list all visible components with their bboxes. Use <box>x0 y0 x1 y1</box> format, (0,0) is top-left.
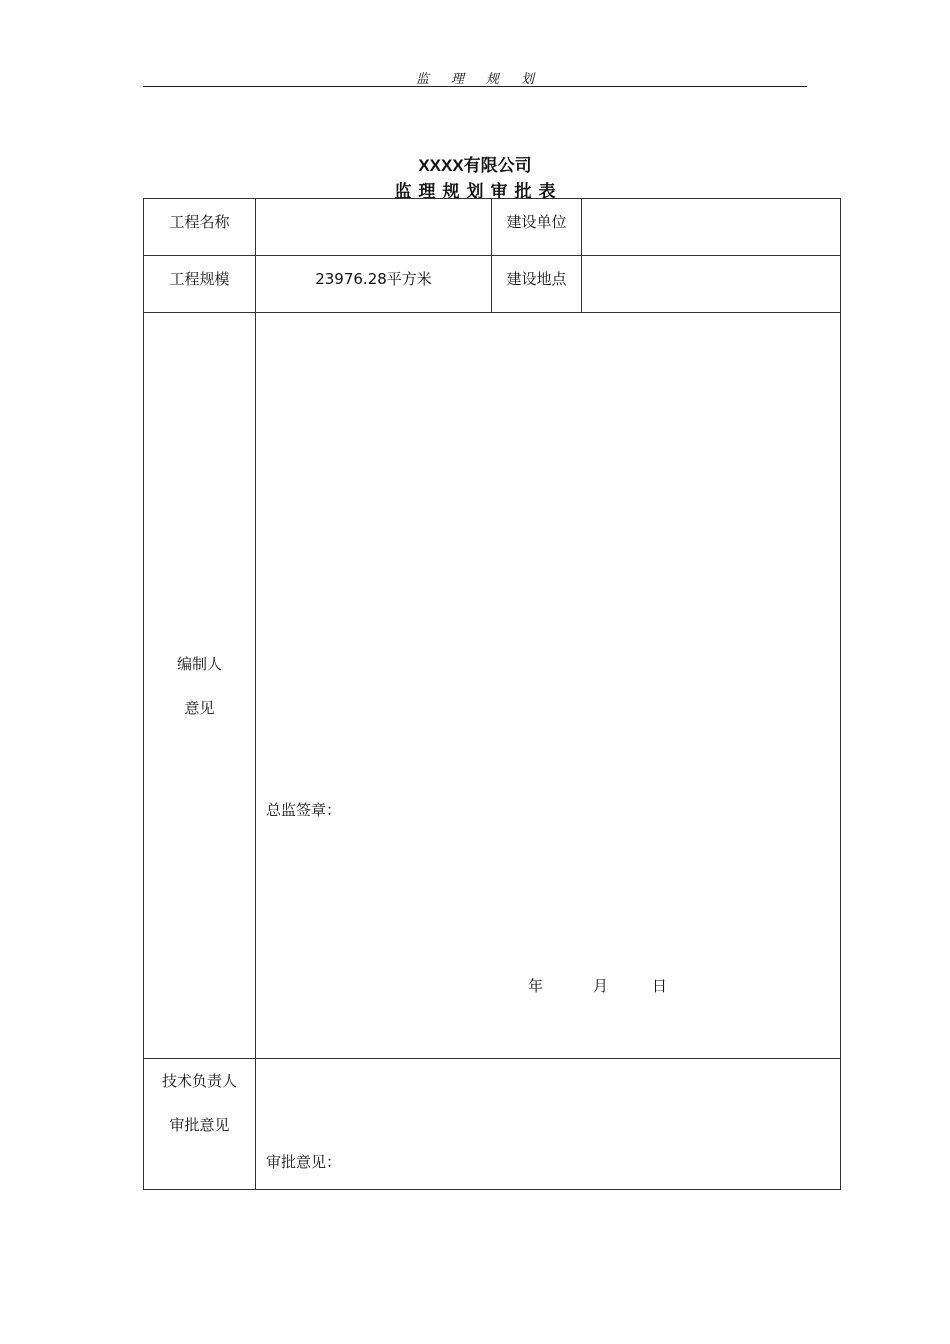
date-month-label: 月 <box>593 977 609 995</box>
date-day-label: 日 <box>652 977 668 995</box>
construction-unit-field[interactable] <box>582 199 841 256</box>
project-name-label: 工程名称 <box>144 199 256 256</box>
construction-site-field[interactable] <box>582 256 841 313</box>
approval-opinion-label: 审批意见： <box>266 1153 342 1171</box>
document-title: XXXX有限公司 <box>418 156 532 175</box>
project-scale-field[interactable]: 23976.28平方米 <box>256 256 492 313</box>
tech-lead-approval-label <box>144 1059 256 1190</box>
date-year-label: 年 <box>528 977 544 995</box>
preparer-label-line2: 意见 <box>184 698 215 717</box>
table-row <box>144 256 841 313</box>
project-scale-label: 工程规模 <box>144 256 256 313</box>
tech-label-line1: 技术负责人 <box>161 1072 237 1090</box>
date-line <box>528 975 667 996</box>
running-title: 监理规划 <box>415 72 556 87</box>
document-subtitle: 监理规划审批表 <box>394 182 563 201</box>
construction-unit-label: 建设单位 <box>492 199 582 256</box>
preparer-label-line1: 编制人 <box>176 654 222 673</box>
table-row <box>144 313 841 1059</box>
tech-lead-approval-area[interactable] <box>256 1059 841 1190</box>
table-row <box>144 199 841 256</box>
table-row <box>144 1059 841 1190</box>
approval-form-table <box>143 198 841 1190</box>
tech-label-line2: 审批意见 <box>169 1116 230 1134</box>
preparer-opinion-area[interactable] <box>256 313 841 1059</box>
preparer-opinion-label <box>144 313 256 1059</box>
construction-site-label: 建设地点 <box>492 256 582 313</box>
project-name-field[interactable] <box>256 199 492 256</box>
page-header <box>143 64 807 87</box>
chief-supervisor-signature-label: 总监签章： <box>266 801 342 819</box>
